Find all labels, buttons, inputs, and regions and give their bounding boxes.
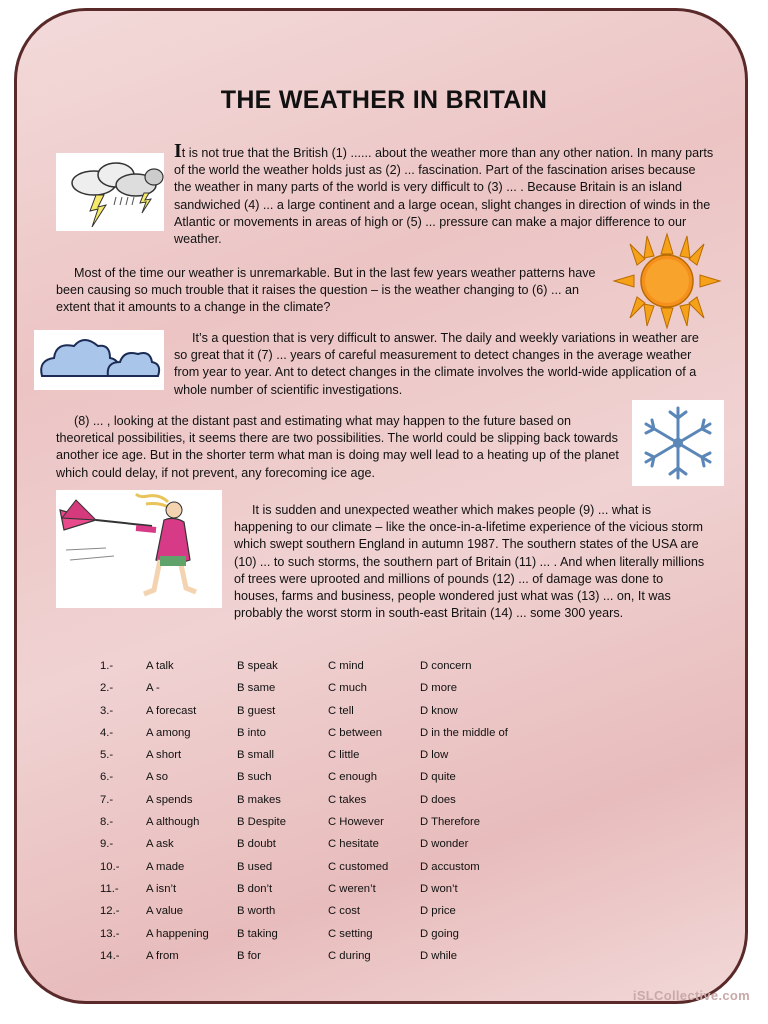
option-d: D going xyxy=(420,927,459,940)
option-b: B into xyxy=(237,726,266,739)
option-b: B speak xyxy=(237,660,278,672)
question-number: 8.- xyxy=(100,816,114,829)
option-a: A talk xyxy=(146,660,174,672)
question-row xyxy=(100,905,560,927)
option-c: C cost xyxy=(328,905,361,918)
paragraph-4: (8) ... , looking at the distant past and estimating what may happen to the future based on theoretical possibilities, it seems there are two possibilities. The world could be slipping back towards another ice age. But in the shorter term what man is doing may well lead to a heating up of the planet which could delay, if not prevent, any forecoming ice age. xyxy=(56,414,619,480)
question-number: 1.- xyxy=(100,660,114,672)
question-row xyxy=(100,749,560,771)
question-number: 4.- xyxy=(100,726,114,739)
option-a: A short xyxy=(146,749,182,762)
option-c: C However xyxy=(328,816,384,829)
question-number: 12.- xyxy=(100,905,120,918)
option-d: D accustom xyxy=(420,860,480,873)
option-b: B such xyxy=(237,771,272,784)
option-a: A spends xyxy=(146,793,193,806)
snowflake-icon xyxy=(632,400,724,491)
option-d: D in the middle of xyxy=(420,726,508,739)
option-b: B worth xyxy=(237,905,276,918)
option-b: B same xyxy=(237,682,276,695)
option-d: D while xyxy=(420,949,458,962)
question-row xyxy=(100,727,560,749)
option-c: C during xyxy=(328,949,371,962)
question-number: 3.- xyxy=(100,704,114,717)
paragraph-3: It’s a question that is very difficult to answer. The daily and weekly variations in weather are so great that it (7) ... years of careful measurement to detect changes in the average weather from year to year. Ant to detect changes in the climate involves the world-wide application of a whole number of scientific investigations. xyxy=(174,331,699,397)
option-c: C much xyxy=(328,682,367,695)
option-b: B Despite xyxy=(237,816,286,829)
option-c: C setting xyxy=(328,927,373,940)
option-d: D concern xyxy=(420,660,472,672)
option-c: C little xyxy=(328,749,360,762)
page-title: THE WEATHER IN BRITAIN xyxy=(220,86,548,114)
question-number: 2.- xyxy=(100,682,114,695)
option-d: D know xyxy=(420,704,458,717)
question-number: 13.- xyxy=(100,927,120,940)
question-row xyxy=(100,816,560,838)
clouds-icon xyxy=(34,330,164,395)
answer-options xyxy=(100,660,560,972)
question-row xyxy=(100,928,560,950)
paragraph-1: It is not true that the British (1) ...... about the weather more than any other nation. In many parts of the world the weather holds just as (2) ... fascination. Part of the fascination arises because the weather in many parts of the world is very difficult to (3) ... . Because Britain is an island sandwiched (4) ... a large continent and a large ocean, slight changes in direction of winds in the Atlantic or movements in areas of high or (5) ... pressure can make a major difference to our weather. xyxy=(174,140,714,247)
option-a: A among xyxy=(146,726,191,739)
question-row xyxy=(100,705,560,727)
question-row xyxy=(100,794,560,816)
option-c: C mind xyxy=(328,660,364,672)
drop-initial: I xyxy=(174,140,182,162)
option-c: C weren’t xyxy=(328,882,376,895)
question-row xyxy=(100,950,560,972)
question-row xyxy=(100,660,560,682)
paragraph-2: Most of the time our weather is unremarkable. But in the last few years weather patterns have been causing so much trouble that it raises the question – is the weather changing to (6) ... an extent that it amounts to a change in the climate? xyxy=(56,266,596,315)
option-d: D low xyxy=(420,749,449,762)
option-a: A so xyxy=(146,771,168,784)
windy-woman-umbrella-icon xyxy=(56,490,222,613)
option-d: D wonder xyxy=(420,838,469,851)
option-a: A value xyxy=(146,905,184,918)
option-b: B makes xyxy=(237,793,281,806)
option-a: A forecast xyxy=(146,704,197,717)
question-number: 10.- xyxy=(100,860,120,873)
question-number: 7.- xyxy=(100,793,114,806)
option-c: C tell xyxy=(328,704,354,717)
sun-icon xyxy=(612,232,722,335)
option-a: A made xyxy=(146,860,185,873)
option-c: C between xyxy=(328,726,383,739)
question-row xyxy=(100,883,560,905)
option-a: A although xyxy=(146,816,200,829)
option-c: C customed xyxy=(328,860,389,873)
option-a: A - xyxy=(146,682,160,695)
option-c: C enough xyxy=(328,771,377,784)
option-b: B for xyxy=(237,949,261,962)
option-d: D does xyxy=(420,793,456,806)
option-a: A ask xyxy=(146,838,174,851)
question-row xyxy=(100,861,560,883)
question-number: 9.- xyxy=(100,838,114,851)
option-b: B guest xyxy=(237,704,276,717)
question-number: 6.- xyxy=(100,771,114,784)
question-row xyxy=(100,838,560,860)
question-number: 14.- xyxy=(100,949,120,962)
option-d: D quite xyxy=(420,771,456,784)
option-b: B used xyxy=(237,860,273,873)
option-b: B don’t xyxy=(237,882,273,895)
option-b: B taking xyxy=(237,927,278,940)
question-row xyxy=(100,682,560,704)
option-d: D won’t xyxy=(420,882,458,895)
option-a: A happening xyxy=(146,927,209,940)
question-number: 5.- xyxy=(100,749,114,762)
option-c: C hesitate xyxy=(328,838,379,851)
option-d: D price xyxy=(420,905,456,918)
option-b: B small xyxy=(237,749,275,762)
option-a: A isn’t xyxy=(146,882,177,895)
option-d: D Therefore xyxy=(420,816,481,829)
paragraph-5: It is sudden and unexpected weather which makes people (9) ... what is happening to our climate – like the once-in-a-lifetime experience of the vicious storm which swept southern England in autumn 1987. The southern states of the USA are (10) ... to such storms, the southern part of Britain (11) ... . And when literally millions of trees were uprooted and millions of pounds (12) ... of damage was done to houses, farms and business, people wondered just what was (13) ... on, It was probably the worst storm in south-east Britain (14) ... some 300 years. xyxy=(234,503,705,621)
option-c: C takes xyxy=(328,793,367,806)
option-d: D more xyxy=(420,682,458,695)
option-a: A from xyxy=(146,949,179,962)
watermark: iSLCollective.com xyxy=(632,988,750,1003)
option-b: B doubt xyxy=(237,838,276,851)
question-number: 11.- xyxy=(100,882,119,895)
question-row xyxy=(100,771,560,793)
